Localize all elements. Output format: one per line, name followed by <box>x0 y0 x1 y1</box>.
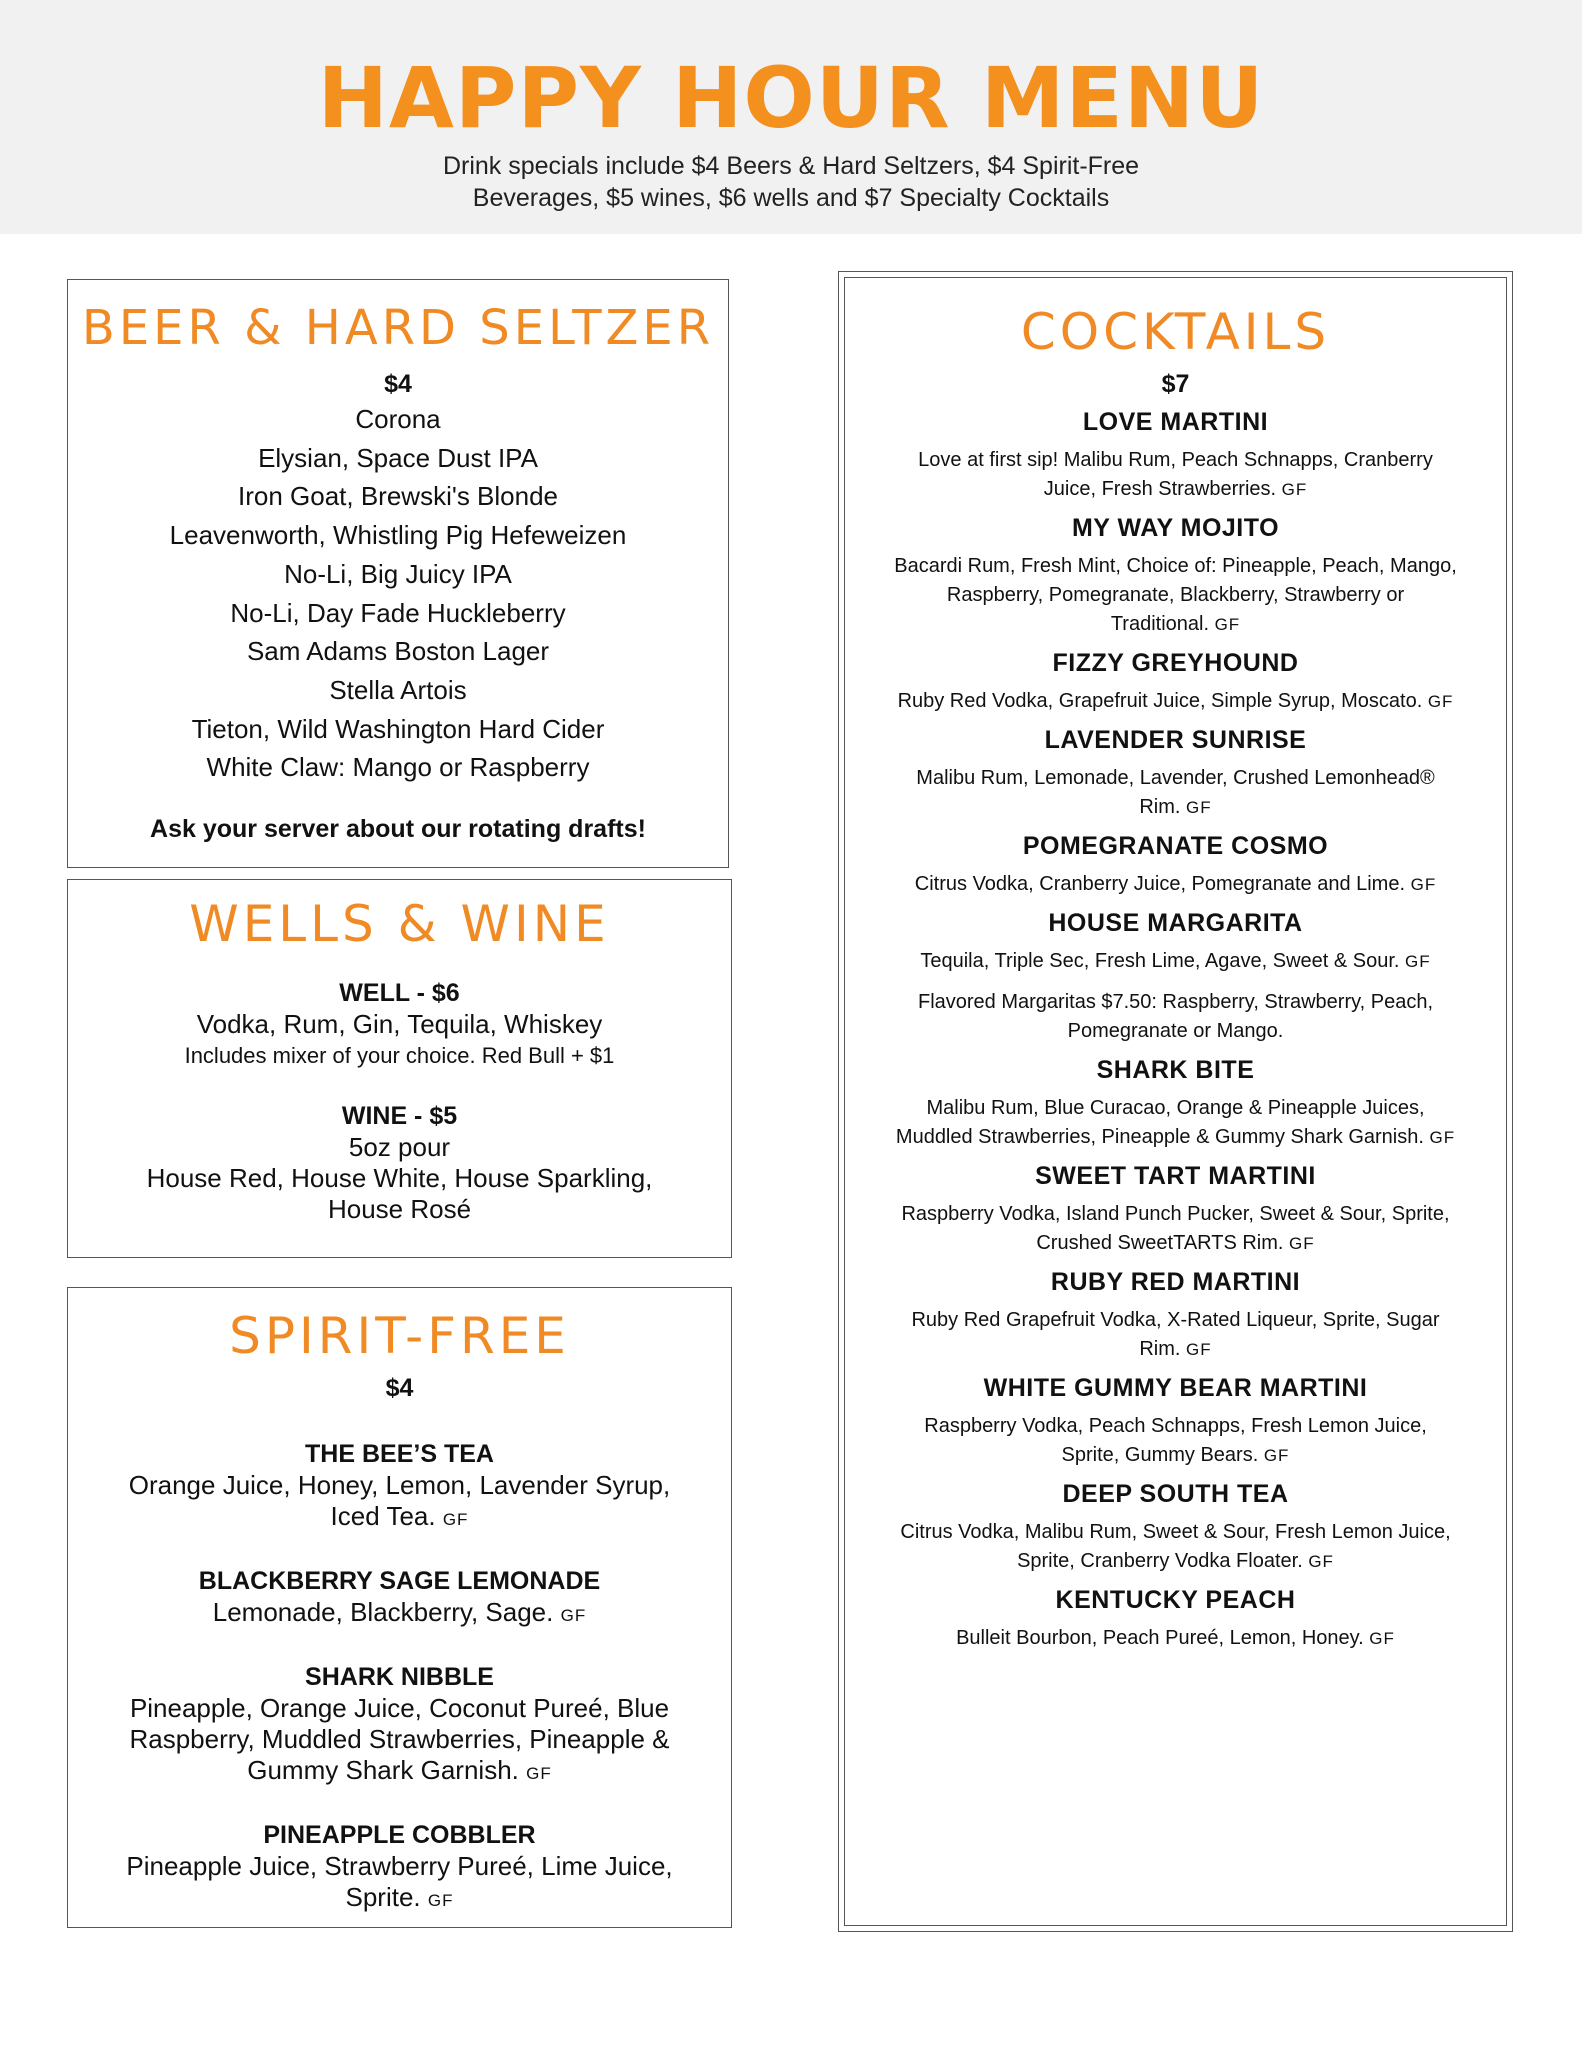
wells-section-title: WELLS & WINE <box>189 895 610 953</box>
desc-text: Muddled Strawberries, Pineapple & Gummy Shark Garnish. <box>895 1126 1424 1148</box>
beer-item: Stella Artois <box>329 674 467 705</box>
beer-section-title: BEER & HARD SELTZER <box>81 300 715 356</box>
gluten-free-tag: GF <box>1369 1629 1395 1648</box>
desc-text: Iced Tea. <box>330 1501 436 1531</box>
desc-text: Raspberry, Muddled Strawberries, Pineapple & <box>129 1724 670 1754</box>
desc-text: Traditional. <box>1110 613 1210 635</box>
desc-text: Rim. <box>1139 796 1181 818</box>
cocktail-item <box>845 406 1506 504</box>
spirit-free-item-name: SHARK NIBBLE <box>305 1663 494 1691</box>
desc-text: Orange Juice, Honey, Lemon, Lavender Syrup, <box>128 1470 671 1500</box>
beer-item: Iron Goat, Brewski's Blonde <box>238 481 558 512</box>
beer-item: Corona <box>355 404 441 434</box>
gluten-free-tag: GF <box>1214 615 1241 634</box>
desc-text: Rim. <box>1139 1338 1181 1360</box>
cocktail-name: HOUSE MARGARITA <box>1048 909 1303 937</box>
gluten-free-tag: GF <box>1405 952 1431 971</box>
cocktails-title: COCKTAILS <box>1020 303 1331 361</box>
desc-text: Tequila, Triple Sec, Fresh Lime, Agave, Sweet & Sour. <box>920 950 1400 972</box>
cocktail-item <box>845 724 1506 822</box>
cocktail-desc <box>845 764 1506 793</box>
page-title: HAPPY HOUR MENU <box>317 49 1265 147</box>
well-items: Vodka, Rum, Gin, Tequila, Whiskey <box>196 1009 603 1039</box>
cocktail-name: POMEGRANATE COSMO <box>1022 832 1329 860</box>
cocktail-name: SWEET TART MARTINI <box>1035 1162 1316 1190</box>
cocktail-desc <box>845 1094 1506 1123</box>
desc-text: Juice, Fresh Strawberries. <box>1043 478 1277 500</box>
cocktail-desc <box>845 1123 1506 1152</box>
wine-items-line-1: House Red, House White, House Sparkling, <box>146 1163 653 1193</box>
spirit-free-item-desc <box>68 1755 731 1789</box>
cocktail-item <box>845 1478 1506 1576</box>
beer-item: No-Li, Big Juicy IPA <box>284 558 512 589</box>
desc-text: Lemonade, Blackberry, Sage. <box>212 1597 554 1627</box>
beer-section <box>67 279 729 868</box>
cocktail-desc <box>845 446 1506 475</box>
cocktails-list <box>845 406 1506 1653</box>
spirit-free-item-desc <box>68 1882 731 1916</box>
cocktail-desc <box>845 793 1506 822</box>
beer-item: Tieton, Wild Washington Hard Cider <box>191 713 605 744</box>
spirit-free-item <box>68 1438 731 1535</box>
gluten-free-tag: GF <box>427 1891 454 1910</box>
gluten-free-tag: GF <box>526 1764 552 1783</box>
desc-text: Sprite, Gummy Bears. <box>1061 1444 1259 1466</box>
desc-text: Ruby Red Vodka, Grapefruit Juice, Simple Syrup, Moscato. <box>897 690 1423 712</box>
spirit-free-item-desc <box>68 1851 731 1882</box>
cocktail-extra-line: Pomegranate or Mango. <box>1067 1020 1284 1042</box>
cocktails-inner-frame <box>844 277 1507 1926</box>
beer-price: $4 <box>384 370 412 398</box>
cocktail-desc <box>845 1412 1506 1441</box>
spirit-free-item-desc <box>68 1501 731 1535</box>
gluten-free-tag: GF <box>442 1510 469 1529</box>
cocktail-desc <box>845 1229 1506 1258</box>
desc-text: Malibu Rum, Lemonade, Lavender, Crushed Lemonhead® <box>916 767 1435 789</box>
cocktail-desc <box>845 687 1506 716</box>
gluten-free-tag: GF <box>1429 1128 1456 1147</box>
spirit-free-item-name: BLACKBERRY SAGE LEMONADE <box>198 1567 601 1595</box>
desc-text: Crushed SweetTARTS Rim. <box>1036 1232 1284 1254</box>
desc-text: Citrus Vodka, Malibu Rum, Sweet & Sour, Fresh Lemon Juice, <box>900 1521 1451 1543</box>
beer-item: White Claw: Mango or Raspberry <box>206 752 590 783</box>
spirit-free-item-name: THE BEE’S TEA <box>305 1440 494 1468</box>
spirit-free-item-desc <box>68 1724 731 1755</box>
cocktail-desc <box>845 870 1506 899</box>
cocktail-desc <box>845 1518 1506 1547</box>
cocktail-desc <box>845 1306 1506 1335</box>
cocktail-name: SHARK BITE <box>1096 1056 1255 1084</box>
cocktail-item <box>845 1266 1506 1364</box>
subtitle-line-2: Beverages, $5 wines, $6 wells and $7 Specialty Cocktails <box>472 184 1110 212</box>
gluten-free-tag: GF <box>1186 1340 1212 1359</box>
beer-item: No-Li, Day Fade Huckleberry <box>230 597 566 628</box>
spirit-free-section <box>67 1287 732 1928</box>
cocktail-name: LOVE MARTINI <box>1082 408 1269 436</box>
cocktail-item <box>845 1160 1506 1258</box>
gluten-free-tag: GF <box>1289 1234 1315 1253</box>
cocktail-name: MY WAY MOJITO <box>1071 514 1280 542</box>
desc-text: Raspberry Vodka, Island Punch Pucker, Sweet & Sour, Sprite, <box>901 1203 1450 1225</box>
spirit-free-item-desc <box>68 1597 731 1631</box>
spirit-free-item <box>68 1661 731 1789</box>
cocktail-item <box>845 830 1506 899</box>
spirit-free-item-desc <box>68 1693 731 1724</box>
desc-text: Pineapple Juice, Strawberry Pureé, Lime Juice, <box>126 1851 673 1881</box>
cocktail-desc <box>845 947 1506 976</box>
spirit-free-item <box>68 1565 731 1631</box>
cocktail-item <box>845 647 1506 716</box>
well-note: Includes mixer of your choice. Red Bull + $1 <box>184 1043 615 1068</box>
cocktail-name: RUBY RED MARTINI <box>1050 1268 1301 1296</box>
cocktail-name: LAVENDER SUNRISE <box>1044 726 1307 754</box>
desc-text: Pineapple, Orange Juice, Coconut Pureé, Blue <box>129 1693 670 1723</box>
gluten-free-tag: GF <box>1263 1446 1290 1465</box>
cocktail-item <box>845 907 1506 1046</box>
cocktails-price: $7 <box>1161 370 1190 398</box>
wine-pour: 5oz pour <box>348 1132 451 1162</box>
desc-text: Sprite, Cranberry Vodka Floater. <box>1017 1550 1303 1572</box>
gluten-free-tag: GF <box>1427 692 1454 711</box>
cocktail-desc <box>845 581 1506 610</box>
desc-text: Raspberry, Pomegranate, Blackberry, Strawberry or <box>946 584 1405 606</box>
desc-text: Bacardi Rum, Fresh Mint, Choice of: Pineapple, Peach, Mango, <box>894 555 1457 577</box>
page-header <box>0 0 1582 234</box>
gluten-free-tag: GF <box>1308 1552 1334 1571</box>
well-heading: WELL - $6 <box>339 979 460 1007</box>
spirit-free-item-desc <box>68 1470 731 1501</box>
beer-item: Leavenworth, Whistling Pig Hefeweizen <box>169 520 627 551</box>
page-subtitle <box>0 150 1582 214</box>
cocktail-desc <box>845 1441 1506 1470</box>
desc-text: Raspberry Vodka, Peach Schnapps, Fresh Lemon Juice, <box>924 1415 1427 1437</box>
cocktail-name: WHITE GUMMY BEAR MARTINI <box>983 1374 1368 1402</box>
wine-items-line-2: House Rosé <box>327 1194 472 1224</box>
cocktail-item <box>845 1372 1506 1470</box>
spirit-free-price: $4 <box>385 1374 414 1402</box>
cocktail-desc <box>845 1335 1506 1364</box>
desc-text: Citrus Vodka, Cranberry Juice, Pomegranate and Lime. <box>914 873 1406 895</box>
cocktail-desc <box>845 1547 1506 1576</box>
cocktail-item <box>845 512 1506 639</box>
cocktail-name: KENTUCKY PEACH <box>1055 1586 1296 1614</box>
beer-item: Elysian, Space Dust IPA <box>258 442 538 473</box>
desc-text: Love at first sip! Malibu Rum, Peach Schnapps, Cranberry <box>918 449 1433 471</box>
desc-text: Malibu Rum, Blue Curacao, Orange & Pineapple Juices, <box>926 1097 1425 1119</box>
subtitle-line-1: Drink specials include $4 Beers & Hard Seltzers, $4 Spirit-Free <box>442 152 1140 180</box>
cocktail-desc <box>845 1200 1506 1229</box>
desc-text: Ruby Red Grapefruit Vodka, X-Rated Liqueur, Sprite, Sugar <box>911 1309 1440 1331</box>
flavored-margaritas-note <box>845 988 1506 1046</box>
beer-note: Ask your server about our rotating drafts! <box>150 815 646 844</box>
desc-text: Sprite. <box>345 1882 421 1912</box>
cocktail-item <box>845 1054 1506 1152</box>
gluten-free-tag: GF <box>560 1606 587 1625</box>
cocktails-section <box>838 271 1513 1932</box>
cocktail-desc <box>845 1624 1506 1653</box>
spirit-free-title: SPIRIT-FREE <box>229 1307 570 1365</box>
wine-heading: WINE - $5 <box>341 1102 458 1130</box>
cocktail-desc <box>845 552 1506 581</box>
gluten-free-tag: GF <box>1281 480 1308 499</box>
desc-text: Bulleit Bourbon, Peach Pureé, Lemon, Honey. <box>956 1627 1364 1649</box>
desc-text: Gummy Shark Garnish. <box>247 1755 519 1785</box>
cocktail-name: DEEP SOUTH TEA <box>1062 1480 1289 1508</box>
cocktail-extra-line: Flavored Margaritas $7.50: Raspberry, Strawberry, Peach, <box>917 991 1434 1013</box>
gluten-free-tag: GF <box>1186 798 1212 817</box>
beer-item: Sam Adams Boston Lager <box>246 636 550 667</box>
spirit-free-item <box>68 1819 731 1916</box>
cocktail-item <box>845 1584 1506 1653</box>
spirit-free-item-name: PINEAPPLE COBBLER <box>263 1821 536 1849</box>
spirit-free-list <box>68 1438 731 1916</box>
gluten-free-tag: GF <box>1410 875 1437 894</box>
cocktail-name: FIZZY GREYHOUND <box>1052 649 1299 677</box>
cocktail-desc <box>845 610 1506 639</box>
beer-list <box>68 400 728 787</box>
wells-wine-section <box>67 879 732 1258</box>
cocktail-desc <box>845 475 1506 504</box>
